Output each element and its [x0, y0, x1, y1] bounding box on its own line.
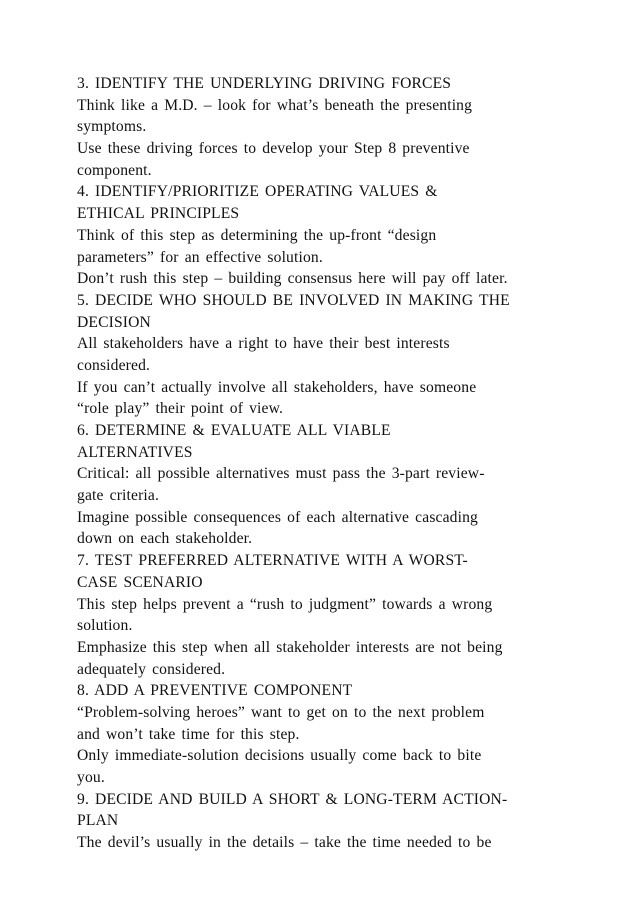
text-line: you.: [77, 769, 105, 786]
text-line: Emphasize this step when all stakeholder interests are not being: [77, 638, 503, 656]
text-line: Don’t rush this step – building consensus here will pay off later.: [77, 270, 508, 288]
text-line: component.: [77, 161, 152, 179]
text-line: adequately considered.: [77, 660, 226, 678]
section-4-heading: 4. IDENTIFY/PRIORITIZE OPERATING VALUES &: [77, 183, 438, 201]
text-line: and won’t take time for this step.: [77, 725, 300, 743]
text-line: “Problem-solving heroes” want to get on to the next problem: [77, 703, 485, 721]
text-line: Critical: all possible alternatives must pass the 3-part review-: [77, 465, 485, 483]
text-line: Think of this step as determining the up-front “design: [77, 226, 437, 244]
text-line: This step helps prevent a “rush to judgment” towards a wrong: [77, 595, 493, 613]
section-5-heading-cont: DECISION: [77, 313, 151, 331]
section-6-heading-cont: ALTERNATIVES: [77, 443, 193, 461]
section-9-heading-cont: PLAN: [77, 812, 119, 830]
section-3-heading: 3. IDENTIFY THE UNDERLYING DRIVING FORCES: [77, 75, 452, 92]
section-8-heading: 8. ADD A PREVENTIVE COMPONENT: [77, 682, 353, 700]
text-line: Only immediate-solution decisions usually come back to bite: [77, 747, 482, 765]
text-line: The devil’s usually in the details – take the time needed to be: [77, 834, 492, 852]
text-line: Think like a M.D. – look for what’s beneath the presenting: [77, 96, 473, 114]
section-4-heading-cont: ETHICAL PRINCIPLES: [77, 205, 240, 223]
section-9-heading: 9. DECIDE AND BUILD A SHORT & LONG-TERM ACTION-: [77, 790, 508, 808]
document-body-text: [77, 73, 577, 854]
text-line: down on each stakeholder.: [77, 530, 253, 548]
text-line: “role play” their point of view.: [77, 400, 284, 418]
section-7-heading-cont: CASE SCENARIO: [77, 573, 203, 591]
text-line: Use these driving forces to develop your Step 8 preventive: [77, 140, 470, 158]
section-7-heading: 7. TEST PREFERRED ALTERNATIVE WITH A WORST-: [77, 552, 468, 570]
text-line: All stakeholders have a right to have their best interests: [77, 335, 450, 353]
text-line: gate criteria.: [77, 487, 160, 505]
text-line: If you can’t actually involve all stakeholders, have someone: [77, 378, 477, 396]
text-line: considered.: [77, 356, 151, 374]
section-6-heading: 6. DETERMINE & EVALUATE ALL VIABLE: [77, 422, 391, 439]
text-line: symptoms.: [77, 118, 147, 136]
text-line: Imagine possible consequences of each alternative cascading: [77, 508, 479, 526]
section-5-heading: 5. DECIDE WHO SHOULD BE INVOLVED IN MAKING THE: [77, 291, 510, 309]
text-line: parameters” for an effective solution.: [77, 248, 323, 266]
text-line: solution.: [77, 617, 133, 635]
